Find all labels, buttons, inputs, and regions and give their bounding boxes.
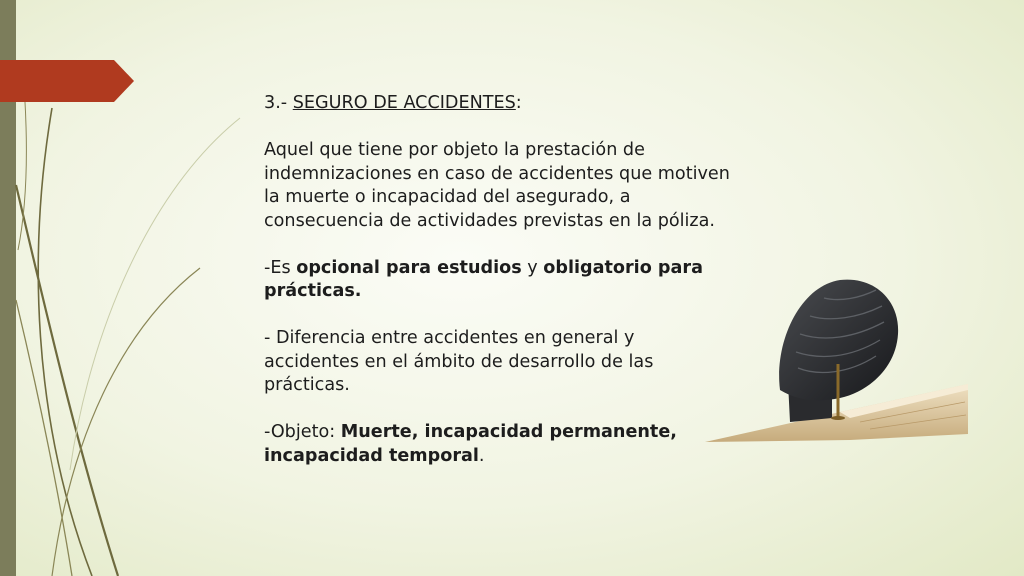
slide-content (264, 92, 734, 492)
point-difference: - Diferencia entre accidentes en general y accidentes en el ámbito de desarrollo de las prácticas. (264, 328, 654, 395)
optional-studies-text: opcional para estudios (296, 257, 522, 278)
point-object: -Objeto: Muerte, incapacidad permanente, incapacidad temporal. (264, 422, 677, 466)
accent-arrow-shape (0, 60, 134, 102)
slide-heading: 3.- SEGURO DE ACCIDENTES: (264, 93, 522, 113)
heading-title: SEGURO DE ACCIDENTES (292, 93, 516, 113)
object-bold-text: Muerte, incapacidad permanente, incapacidad temporal (264, 422, 677, 466)
mandatory-practices-text: obligatorio para prácticas. (264, 257, 703, 301)
definition-paragraph: Aquel que tiene por objeto la prestación de indemnizaciones en caso de accidentes que motiven la muerte o incapacidad del asegurado, a consecuencia de actividades previstas en la póliza. (264, 140, 730, 231)
shoe-nail-photo (700, 272, 972, 452)
point-optional-mandatory: -Es opcional para estudios y obligatorio para prácticas. (264, 257, 703, 301)
